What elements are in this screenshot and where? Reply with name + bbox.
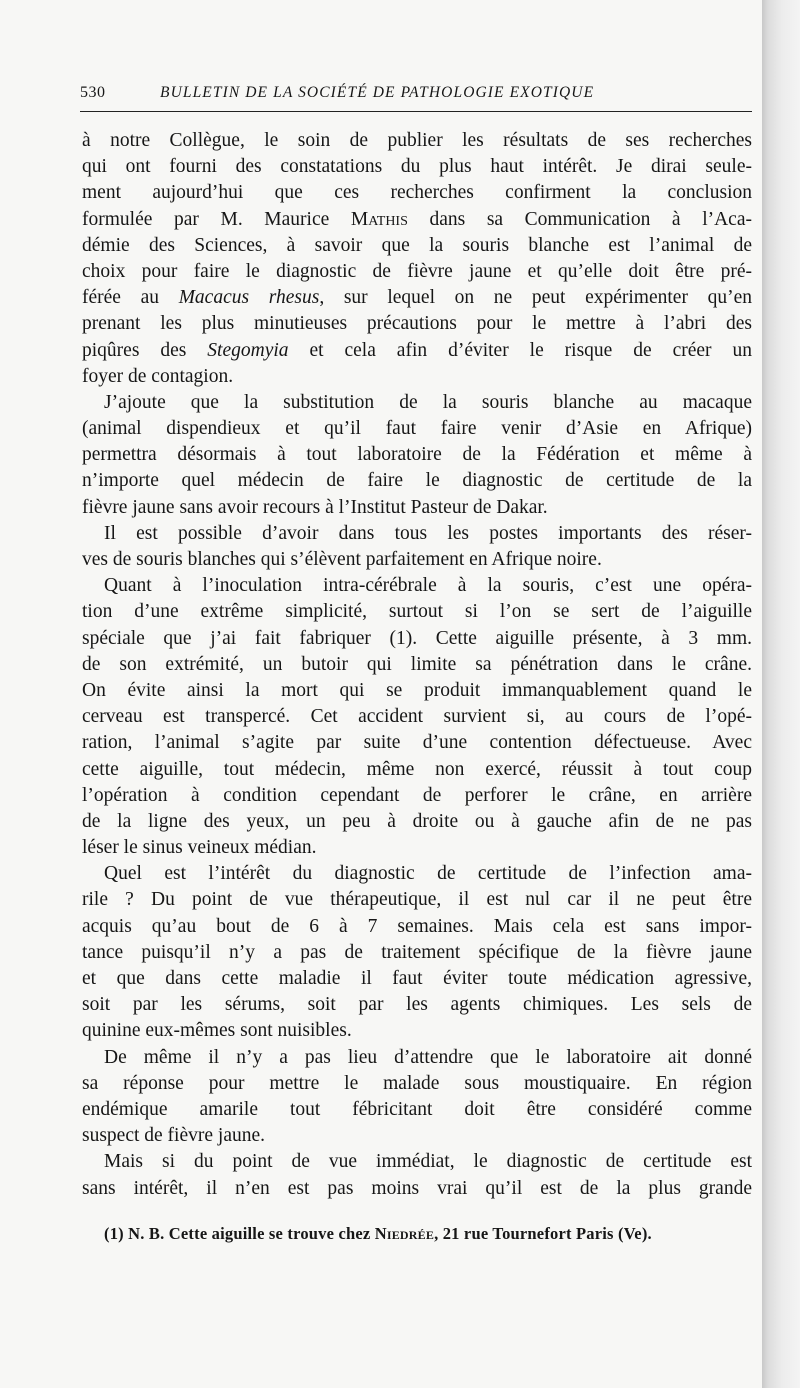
- text-line: qui ont fourni des constatations du plus haut intérêt. Je dirai seule-: [82, 156, 752, 178]
- text-line: On évite ainsi la mort qui se produit immanquablement quand le: [82, 679, 752, 701]
- text-line: à notre Collègue, le soin de publier les résultats de ses recherches: [82, 130, 752, 151]
- footnote-name: Niedrée: [374, 1224, 435, 1243]
- text-line: ration, l’animal s’agite par suite d’une contention défectueuse. Avec: [82, 732, 752, 754]
- text-line: Quant à l’inoculation intra-cérébrale à la souris, c’est une opéra-: [104, 575, 752, 597]
- text-line: choix pour faire le diagnostic de fièvre jaune et qu’elle doit être pré-: [82, 260, 752, 282]
- text-line: fièvre jaune sans avoir recours à l’Institut Pasteur de Dakar.: [82, 496, 548, 518]
- text-line: de son extrémité, un butoir qui limite sa pénétration dans le crâne.: [82, 653, 752, 675]
- text-line: Mais si du point de vue immédiat, le diagnostic de certitude est: [104, 1151, 752, 1173]
- text-line-with-genus: [82, 338, 752, 364]
- text-line: tion d’une extrême simplicité, surtout si l’on se sert de l’aiguille: [82, 601, 752, 623]
- text-line: sa réponse pour mettre le malade sous moustiquaire. En région: [82, 1072, 752, 1094]
- text-line: quinine eux-mêmes sont nuisibles.: [82, 1020, 352, 1042]
- text-line: sans intérêt, il n’en est pas moins vrai qu’il est de la plus grande: [82, 1177, 752, 1199]
- text-line: Quel est l’intérêt du diagnostic de certitude de l’infection ama-: [104, 863, 752, 885]
- footnote-address: , 21 rue Tournefort Paris (Ve).: [434, 1224, 652, 1243]
- text-line-with-species: [82, 285, 752, 311]
- page-edge-shadow: [762, 0, 800, 1388]
- text-fragment: piqûres des: [82, 339, 208, 361]
- text-fragment: formulée par M. Maurice: [82, 208, 351, 230]
- text-line: cette aiguille, tout médecin, même non exercé, réussit à tout coup: [82, 758, 752, 780]
- text-line: rile ? Du point de vue thérapeutique, il est nul car il ne peut être: [82, 889, 752, 911]
- text-line: suspect de fièvre jaune.: [82, 1125, 266, 1147]
- text-line: endémique amarile tout fébricitant doit être considéré comme: [82, 1098, 752, 1120]
- text-line: acquis qu’au bout de 6 à 7 semaines. Mais cela est sans impor-: [82, 915, 752, 937]
- text-line: n’importe quel médecin de faire le diagnostic de certitude de la: [82, 470, 752, 492]
- author-name-mathis: Mathis: [350, 208, 408, 230]
- page-number: 530: [80, 84, 106, 101]
- text-fragment: et cela afin d’éviter le risque de créer un: [288, 339, 752, 361]
- header-rule: [80, 111, 752, 112]
- text-line: ves de souris blanches qui s’élèvent parfaitement en Afrique noire.: [82, 549, 602, 570]
- text-line: prenant les plus minutieuses précautions pour le mettre à l’abri des: [82, 313, 752, 335]
- footnote: [104, 1224, 754, 1244]
- text-line: cerveau est transpercé. Cet accident survient si, au cours de l’opé-: [82, 706, 752, 728]
- text-fragment: , sur lequel on ne peut expérimenter qu’en: [319, 287, 753, 309]
- text-line: Il est possible d’avoir dans tous les postes importants des réser-: [104, 522, 752, 544]
- text-line: l’opération à condition cependant de perforer le crâne, en arrière: [82, 784, 752, 806]
- text-line: permettra désormais à tout laboratoire de la Fédération et même à: [82, 444, 752, 466]
- text-line-with-author: [82, 207, 752, 233]
- text-line: (animal dispendieux et qu’il faut faire venir d’Asie en Afrique): [82, 418, 752, 440]
- text-line: foyer de contagion.: [82, 365, 234, 387]
- text-line: léser le sinus veineux médian.: [82, 837, 317, 859]
- text-line: De même il n’y a pas lieu d’attendre que le laboratoire ait donné: [104, 1046, 752, 1068]
- text-line: J’ajoute que la substitution de la souris blanche au macaque: [104, 391, 752, 413]
- species-macacus-rhesus: Macacus rhesus: [178, 287, 320, 309]
- page-header: [80, 84, 750, 108]
- text-line: de la ligne des yeux, un peu à droite ou à gauche afin de ne pas: [82, 810, 752, 832]
- text-fragment: dans sa Communication à l’Aca-: [407, 208, 752, 230]
- text-line: et que dans cette maladie il faut éviter toute médication agressive,: [82, 968, 752, 989]
- text-line: tance puisqu’il n’y a pas de traitement spécifique de la fièvre jaune: [82, 941, 752, 963]
- text-fragment: férée au: [82, 287, 179, 309]
- running-title: BULLETIN DE LA SOCIÉTÉ DE PATHOLOGIE EXOTIQUE: [160, 84, 595, 101]
- text-line: spéciale que j’ai fait fabriquer (1). Cette aiguille présente, à 3 mm.: [82, 627, 752, 649]
- text-line: ment aujourd’hui que ces recherches confirment la conclusion: [82, 182, 752, 204]
- body-text: [82, 128, 752, 1202]
- text-line: démie des Sciences, à savoir que la souris blanche est l’animal de: [82, 234, 752, 256]
- footnote-text: (1) N. B. Cette aiguille se trouve chez: [104, 1224, 375, 1243]
- genus-stegomyia: Stegomyia: [207, 339, 289, 361]
- text-line: soit par les sérums, soit par les agents chimiques. Les sels de: [82, 994, 752, 1016]
